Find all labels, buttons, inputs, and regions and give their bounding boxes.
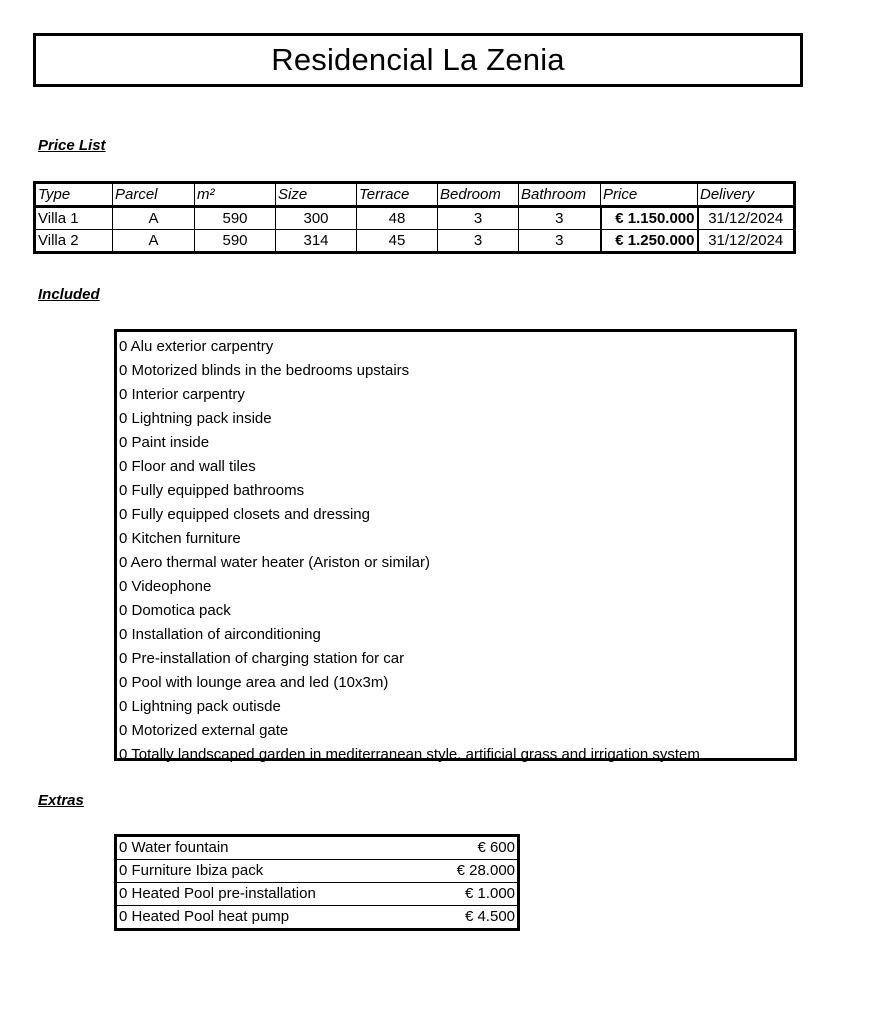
- cell-bathroom: 3: [519, 207, 601, 230]
- header-parcel: Parcel: [113, 183, 195, 207]
- title-box: [33, 33, 803, 87]
- price-table: [33, 181, 796, 254]
- header-price: Price: [601, 183, 698, 207]
- list-item: 0 Fully equipped closets and dressing: [119, 506, 370, 523]
- extras-table: [114, 834, 520, 931]
- header-delivery: Delivery: [698, 183, 795, 207]
- cell-bathroom: 3: [519, 230, 601, 253]
- list-item: 0 Paint inside: [119, 434, 210, 451]
- extra-name: 0 Water fountain: [116, 836, 436, 860]
- list-item: 0 Lightning pack inside: [119, 410, 272, 427]
- list-item: 0 Interior carpentry: [119, 386, 245, 403]
- table-row: [116, 836, 519, 860]
- list-item: 0 Floor and wall tiles: [119, 458, 256, 475]
- extras-label: Extras: [38, 792, 84, 809]
- cell-m2: 590: [195, 207, 276, 230]
- cell-terrace: 45: [357, 230, 438, 253]
- included-label: Included: [38, 286, 100, 303]
- cell-type: Villa 2: [35, 230, 113, 253]
- list-item: 0 Domotica pack: [119, 602, 231, 619]
- table-row: [116, 883, 519, 906]
- header-type: Type: [35, 183, 113, 207]
- table-row: [35, 230, 795, 253]
- extra-price: € 4.500: [436, 906, 519, 930]
- list-item: 0 Motorized external gate: [119, 722, 289, 739]
- header-terrace: Terrace: [357, 183, 438, 207]
- cell-size: 300: [276, 207, 357, 230]
- cell-bedroom: 3: [438, 207, 519, 230]
- cell-parcel: A: [113, 207, 195, 230]
- extra-name: 0 Heated Pool pre-installation: [116, 883, 436, 906]
- table-row: [116, 906, 519, 930]
- extra-name: 0 Furniture Ibiza pack: [116, 860, 436, 883]
- extra-price: € 28.000: [436, 860, 519, 883]
- included-list: [114, 329, 797, 761]
- list-item: 0 Kitchen furniture: [119, 530, 241, 547]
- cell-price: € 1.150.000: [601, 207, 698, 230]
- header-bedroom: Bedroom: [438, 183, 519, 207]
- list-item: 0 Pre-installation of charging station for car: [119, 650, 405, 667]
- table-row: [35, 207, 795, 230]
- cell-terrace: 48: [357, 207, 438, 230]
- cell-m2: 590: [195, 230, 276, 253]
- cell-type: Villa 1: [35, 207, 113, 230]
- header-size: Size: [276, 183, 357, 207]
- extra-price: € 1.000: [436, 883, 519, 906]
- list-item: 0 Totally landscaped garden in mediterranean style, artificial grass and irrigation system: [119, 746, 700, 763]
- cell-delivery: 31/12/2024: [698, 207, 795, 230]
- list-item: 0 Installation of airconditioning: [119, 626, 321, 643]
- list-item: 0 Motorized blinds in the bedrooms upstairs: [119, 362, 410, 379]
- cell-bedroom: 3: [438, 230, 519, 253]
- list-item: 0 Lightning pack outisde: [119, 698, 281, 715]
- extra-price: € 600: [436, 836, 519, 860]
- extra-name: 0 Heated Pool heat pump: [116, 906, 436, 930]
- list-item: 0 Alu exterior carpentry: [119, 338, 274, 355]
- header-m2: m²: [195, 183, 276, 207]
- list-item: 0 Fully equipped bathrooms: [119, 482, 305, 499]
- cell-price: € 1.250.000: [601, 230, 698, 253]
- price-table-header: [35, 183, 795, 207]
- list-item: 0 Pool with lounge area and led (10x3m): [119, 674, 389, 691]
- cell-delivery: 31/12/2024: [698, 230, 795, 253]
- list-item: 0 Aero thermal water heater (Ariston or similar): [119, 554, 430, 571]
- header-bathroom: Bathroom: [519, 183, 601, 207]
- table-row: [116, 860, 519, 883]
- cell-size: 314: [276, 230, 357, 253]
- page-title: Residencial La Zenia: [271, 42, 565, 77]
- list-item: 0 Videophone: [119, 578, 212, 595]
- cell-parcel: A: [113, 230, 195, 253]
- price-list-label: Price List: [38, 137, 106, 154]
